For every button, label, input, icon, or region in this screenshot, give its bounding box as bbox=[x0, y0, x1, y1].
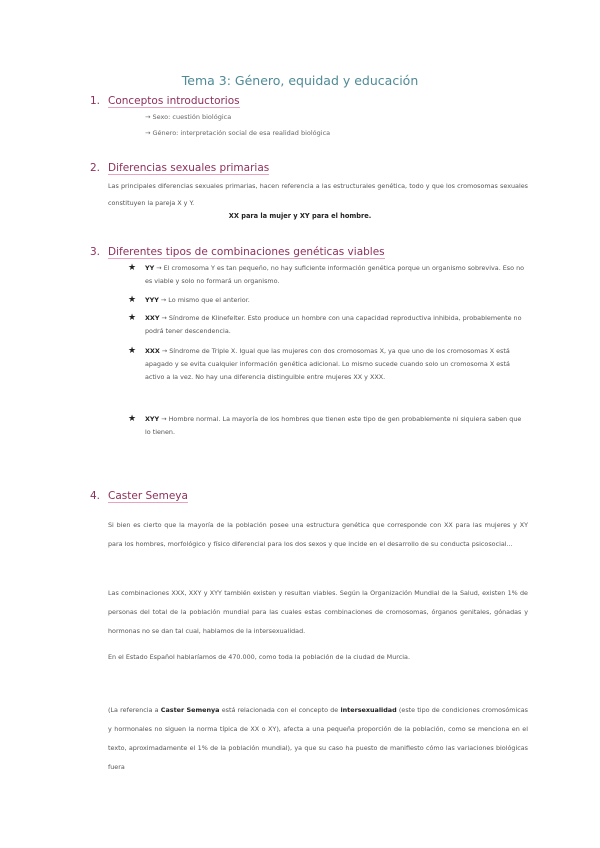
section-heading-2 bbox=[90, 162, 269, 174]
bullet-key: YY bbox=[145, 264, 155, 272]
text-run: está relacionada con el concepto de bbox=[219, 706, 341, 714]
bullet-text: → El cromosoma Y es tan pequeño, no hay suficiente información genética porque un organismo sobreviva. Eso no es viable y solo no formará un organismo. bbox=[145, 264, 525, 285]
bullet-key: XYY bbox=[145, 415, 160, 423]
star-icon: ★ bbox=[128, 346, 137, 356]
section-title: Diferentes tipos de combinaciones genéticas viables bbox=[108, 246, 385, 258]
section-number: 1. bbox=[90, 95, 101, 107]
bullet-text: → Síndrome de Triple X. Igual que las mujeres con dos cromosomas X, ya que uno de los cromosomas X está apagado y se evita cualquier información genética adicional. Lo mismo sucede cuando solo un cromosoma X está activo a la vez. No hay una diferencia distinguible entre mujeres XX y XXX. bbox=[145, 347, 510, 381]
highlight-xx-xy: XX para la mujer y XY para el hombre. bbox=[228, 212, 372, 220]
paragraph-combinaciones: Las combinaciones XXX, XXY y XYY también existen y resultan viables. Según la Organización Mundial de la Salud, existen 1% de personas del total de la población mundial para las cuales estas combinaciones de cromosomas, órganos genitales, gónadas y hormonas no se dan tal cual, hablamos de la intersexualidad. bbox=[108, 589, 528, 635]
star-icon: ★ bbox=[128, 414, 137, 424]
paragraph-caster-semenya bbox=[108, 701, 528, 777]
section-heading-1 bbox=[90, 95, 240, 107]
bold-caster-semenya: Caster Semenya bbox=[160, 706, 220, 714]
star-icon: ★ bbox=[128, 263, 137, 273]
page-title: Tema 3: Género, equidad y educación bbox=[181, 73, 419, 88]
concept-line-sexo: → Sexo: cuestión biológica bbox=[145, 113, 232, 121]
concept-line-genero: → Género: interpretación social de esa realidad biológica bbox=[145, 129, 331, 137]
bold-intersexualidad: intersexualidad bbox=[340, 706, 397, 714]
bullet-yy bbox=[128, 262, 528, 288]
bullet-xyy bbox=[128, 413, 528, 439]
bullet-text: → Hombre normal. La mayoría de los hombres que tienen este tipo de gen probablemente ni siquiera saben que lo tienen. bbox=[145, 415, 522, 436]
section-title: Conceptos introductorios bbox=[108, 95, 240, 107]
section-heading-3 bbox=[90, 246, 385, 258]
section-title: Caster Semeya bbox=[108, 490, 188, 502]
star-icon: ★ bbox=[128, 295, 137, 305]
bullet-text: → Lo mismo que el anterior. bbox=[158, 296, 250, 304]
bullet-text: → Síndrome de Klinefelter. Esto produce un hombre con una capacidad reproductiva inhibida, probablemente no podrá tener descendencia. bbox=[145, 314, 522, 335]
paragraph-estructura-genetica: Si bien es cierto que la mayoría de la población posee una estructura genética que corresponde con XX para las mujeres y XY para los hombres, morfológico y físico diferencial para los dos sexos y que incide en el desarrollo de su conducta psicosocial... bbox=[108, 521, 528, 548]
paragraph-diferencias: Las principales diferencias sexuales primarias, hacen referencia a las estructurales genética, todo y que los cromosomas sexuales constituyen la pareja X y Y. bbox=[108, 182, 528, 207]
star-icon: ★ bbox=[128, 313, 137, 323]
bullet-xxx bbox=[128, 345, 528, 384]
bullet-key: XXX bbox=[145, 347, 160, 355]
bullet-yyy bbox=[128, 294, 528, 307]
section-heading-4 bbox=[90, 490, 188, 502]
text-run: (este tipo de condiciones cromosómicas y hormonales no siguen la norma típica de XX o XY), afecta a una pequeña proporción de la población, como se menciona en el texto, aproximadamente el 1% de la población mundial), ya que su caso ha puesto de manifiesto cómo las variaciones biológicas fuera bbox=[108, 706, 529, 771]
text-run: (La referencia a bbox=[108, 706, 161, 714]
bullet-key: XXY bbox=[145, 314, 160, 322]
bullet-key: YYY bbox=[145, 296, 159, 304]
bullet-xxy bbox=[128, 312, 528, 338]
section-number: 4. bbox=[90, 490, 101, 502]
section-title: Diferencias sexuales primarias bbox=[108, 162, 270, 174]
section-number: 2. bbox=[90, 162, 101, 174]
paragraph-estado-espanol: En el Estado Español hablaríamos de 470.000, como toda la población de la ciudad de Murcia. bbox=[108, 653, 410, 661]
section-number: 3. bbox=[90, 246, 101, 258]
